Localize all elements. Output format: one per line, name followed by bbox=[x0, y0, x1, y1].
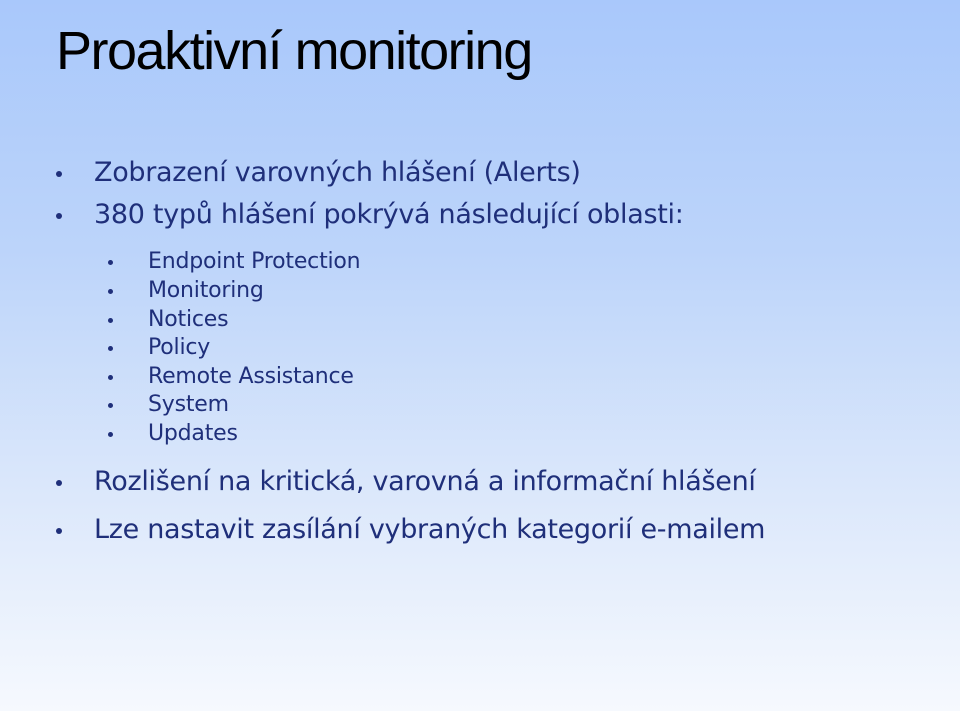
sub-bullet-text: Updates bbox=[148, 421, 238, 446]
bullet-dot-icon bbox=[56, 528, 62, 534]
sub-bullet-text: Policy bbox=[148, 335, 211, 360]
sub-bullet-text: Monitoring bbox=[148, 278, 264, 303]
sub-bullet-dot-icon bbox=[108, 432, 113, 437]
sub-bullet-text: System bbox=[148, 392, 229, 417]
bullet-dot-icon bbox=[56, 171, 62, 177]
sub-bullet-dot-icon bbox=[108, 375, 113, 380]
sub-bullet-dot-icon bbox=[108, 346, 113, 351]
sub-bullet-text: Remote Assistance bbox=[148, 364, 354, 389]
sub-bullet-text: Endpoint Protection bbox=[148, 249, 361, 274]
sub-bullet-dot-icon bbox=[108, 289, 113, 294]
sub-bullet-dot-icon bbox=[108, 260, 113, 265]
bullet-text: Zobrazení varovných hlášení (Alerts) bbox=[94, 157, 581, 188]
bullet-dot-icon bbox=[56, 213, 62, 219]
sub-bullet-text: Notices bbox=[148, 307, 229, 332]
bullet-dot-icon bbox=[56, 480, 62, 486]
bullet-text: Lze nastavit zasílání vybraných kategorií e-mailem bbox=[94, 514, 766, 545]
bullet-text: Rozlišení na kritická, varovná a informační hlášení bbox=[94, 466, 756, 497]
sub-bullet-dot-icon bbox=[108, 403, 113, 408]
sub-bullet-dot-icon bbox=[108, 318, 113, 323]
bullet-text: 380 typů hlášení pokrývá následující oblasti: bbox=[94, 199, 684, 230]
slide-title: Proaktivní monitoring bbox=[56, 21, 532, 81]
